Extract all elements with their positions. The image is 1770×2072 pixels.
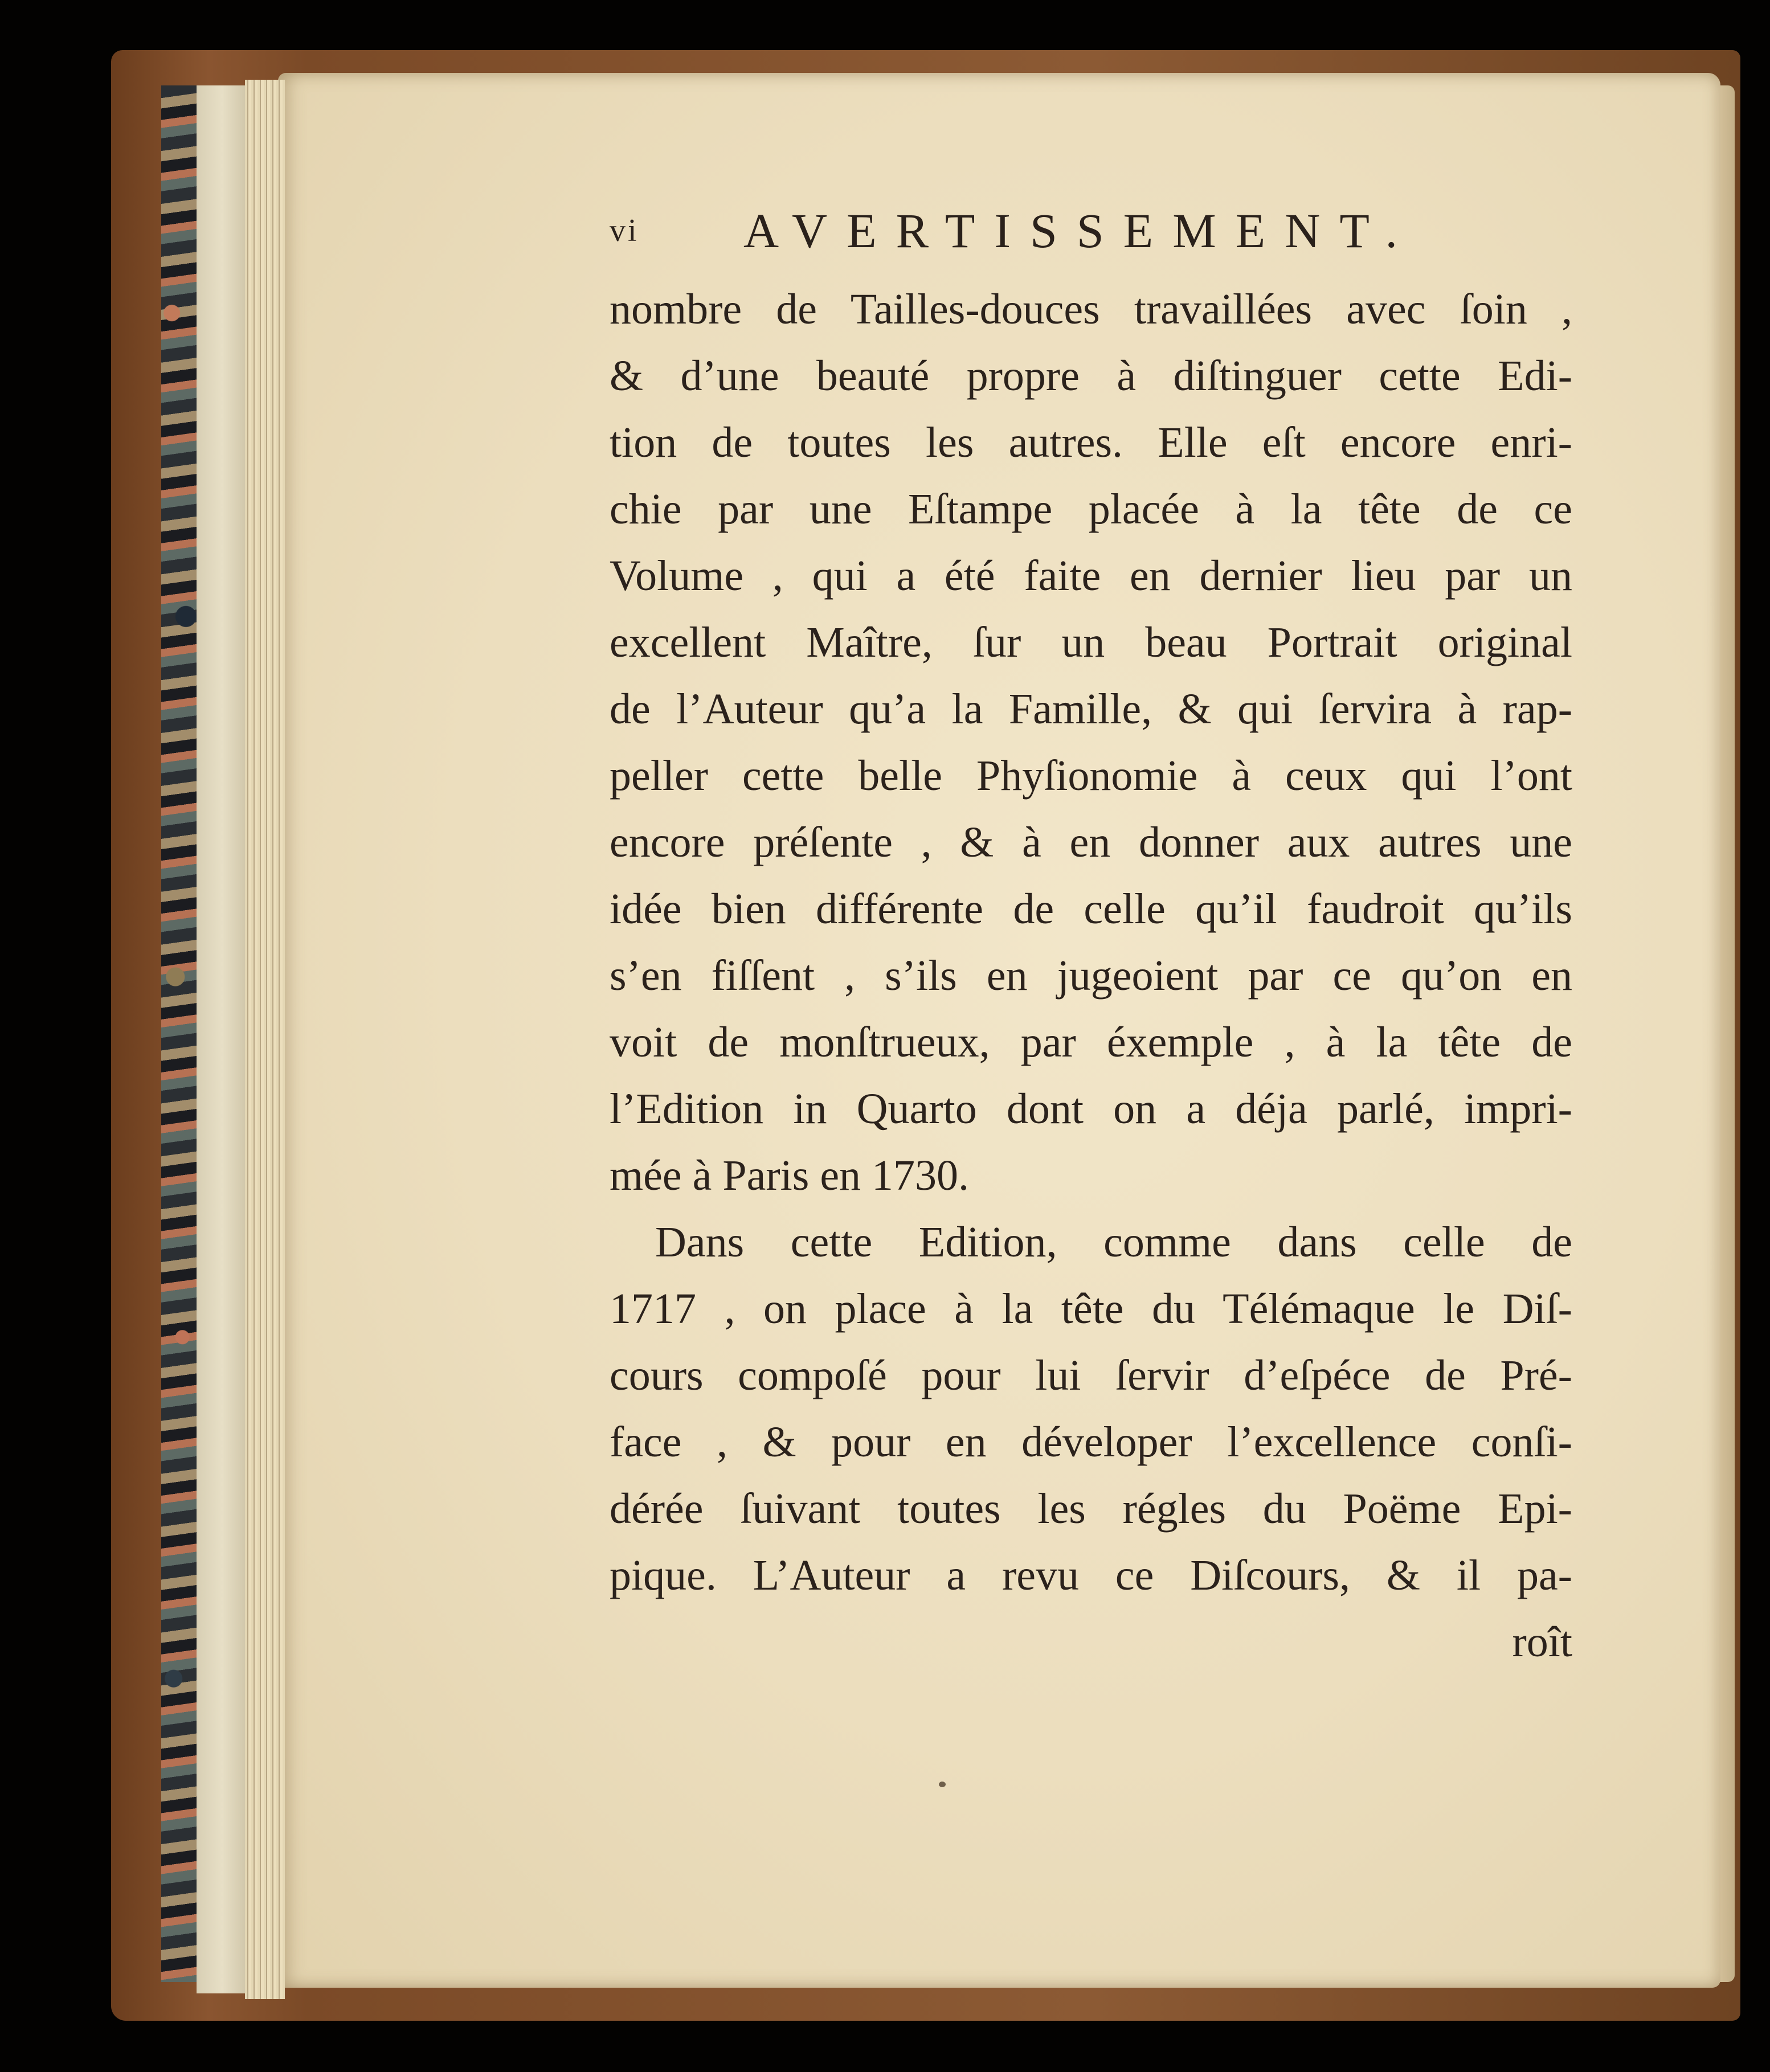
- text-line: de l’Auteur qu’a la Famille, & qui ſervira à rap-: [610, 685, 1572, 733]
- text-line: cours compoſé pour lui ſervir d’eſpéce de Pré-: [610, 1352, 1572, 1399]
- text-line: tion de toutes les autres. Elle eſt encore enri-: [610, 419, 1572, 466]
- body-text: [610, 276, 1572, 1676]
- page-header: [610, 202, 1572, 265]
- text-line: encore préſente , & à en donner aux autres une: [610, 818, 1572, 866]
- text-line: pique. L’Auteur a revu ce Diſcours, & il pa-: [610, 1551, 1572, 1599]
- text-line: & d’une beauté propre à diſtinguer cette Edi-: [610, 352, 1572, 400]
- text-line: voit de monſtrueux, par éxemple , à la tête de: [610, 1018, 1572, 1066]
- text-line: face , & pour en déveloper l’excellence conſi-: [610, 1418, 1572, 1466]
- text-line: dérée ſuivant toutes les régles du Poëme Epi-: [610, 1485, 1572, 1533]
- page-edges: [245, 80, 285, 1999]
- endpaper: [197, 85, 248, 1993]
- ink-speck: [939, 1782, 946, 1787]
- running-title: AVERTISSEMENT.: [743, 203, 1417, 258]
- catchword: roît: [1512, 1618, 1572, 1666]
- text-line: Volume , qui a été faite en dernier lieu par un: [610, 552, 1572, 600]
- marbled-endpaper-edge: [161, 85, 197, 1982]
- page-number: vi: [610, 213, 639, 248]
- text-line: l’Edition in Quarto dont on a déja parlé, impri-: [610, 1085, 1572, 1133]
- text-line: excellent Maître, ſur un beau Portrait original: [610, 619, 1572, 666]
- text-line: mée à Paris en 1730.: [610, 1152, 970, 1199]
- text-line: s’en fiſſent , s’ils en jugeoient par ce qu’on en: [610, 952, 1572, 1000]
- text-line: chie par une Eſtampe placée à la tête de ce: [610, 485, 1572, 533]
- text-line: peller cette belle Phyſionomie à ceux qui l’ont: [610, 752, 1572, 800]
- text-line: idée bien différente de celle qu’il faudroit qu’ils: [610, 885, 1572, 933]
- text-line: nombre de Tailles-douces travaillées avec ſoin ,: [610, 285, 1572, 333]
- text-line: Dans cette Edition, comme dans celle de: [655, 1218, 1572, 1266]
- text-line: 1717 , on place à la tête du Télémaque le Diſ-: [610, 1285, 1572, 1333]
